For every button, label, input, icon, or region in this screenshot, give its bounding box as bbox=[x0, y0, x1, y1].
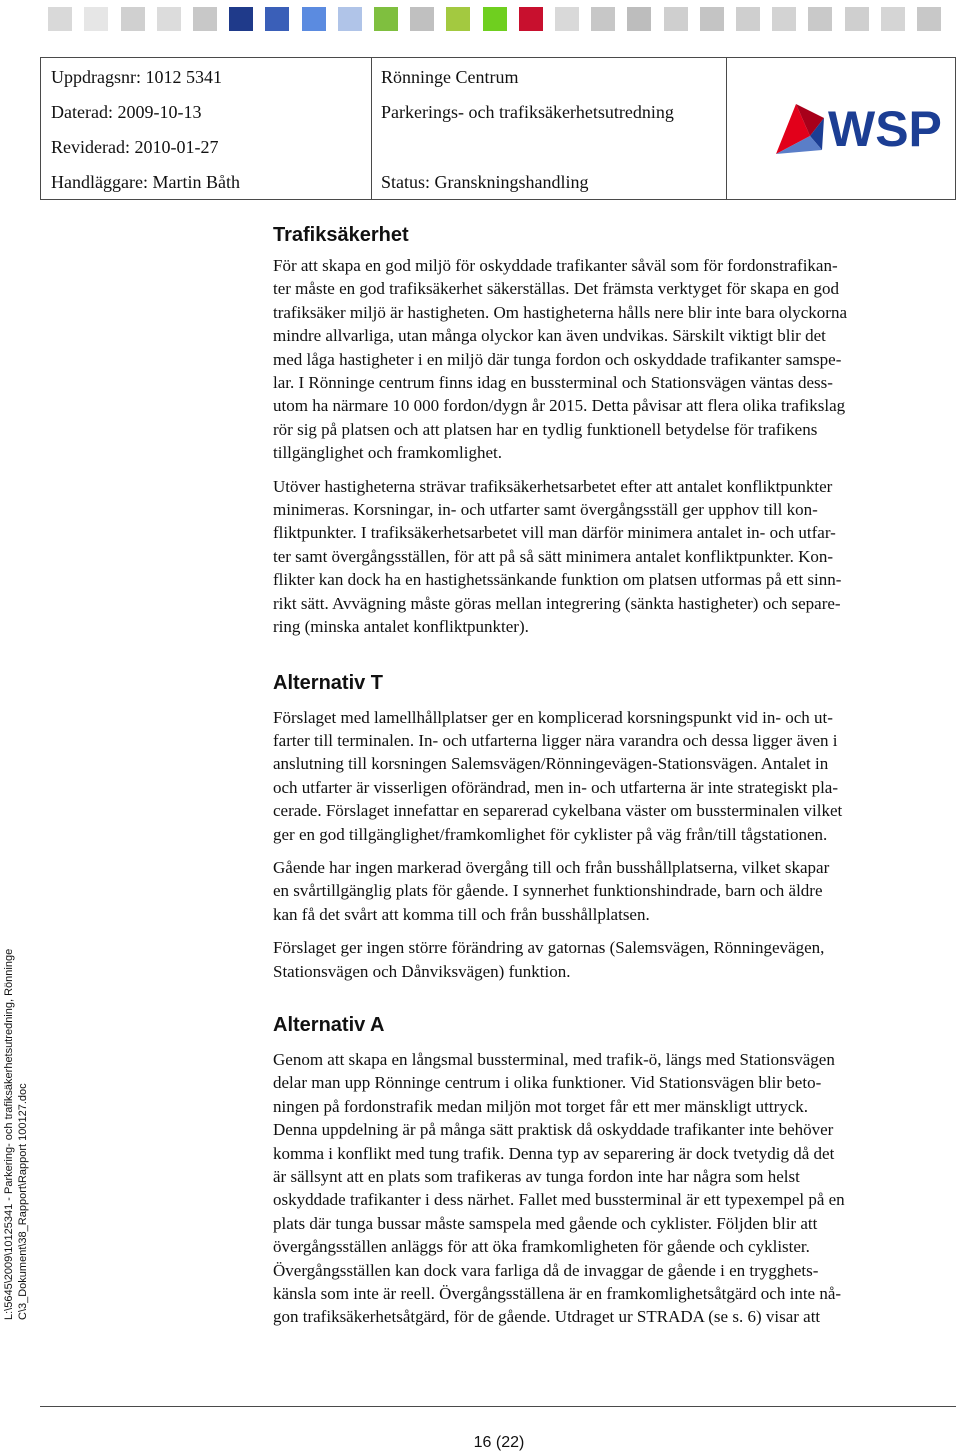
decor-square bbox=[410, 7, 434, 31]
file-path-sidebar bbox=[2, 949, 30, 1320]
section-heading: Alternativ T bbox=[273, 671, 384, 694]
decor-square bbox=[302, 7, 326, 31]
section-alternativ-a bbox=[273, 1012, 951, 1329]
revised-date: Reviderad: 2010-01-27 bbox=[51, 137, 219, 157]
wsp-logo-text: WSP bbox=[828, 101, 942, 157]
decor-square bbox=[700, 7, 724, 31]
handler: Handläggare: Martin Båth bbox=[51, 172, 240, 192]
decor-square bbox=[808, 7, 832, 31]
paragraph: Gående har ingen markerad övergång till och från busshållplatserna, vilket skapar en svårtillgänglig plats för gående. I synnerhet funktionshindrade, barn och äldre kan få det svårt att komma till och från busshållplatsen. bbox=[273, 857, 830, 924]
decor-square bbox=[881, 7, 905, 31]
file-path-line: L:\5645\2009\10125341 - Parkering- och trafiksäkerhetsutredning, Rönninge bbox=[3, 948, 15, 1320]
status: Status: Granskningshandling bbox=[381, 172, 589, 192]
decor-square bbox=[736, 7, 760, 31]
header-title-column bbox=[371, 58, 727, 199]
paragraph: För att skapa en god miljö för oskyddade trafikanter såväl som för fordonstrafikan- ter måste en god trafiksäkerhet säkerställas. Det främsta verktyget för skapa en god trafiksäker miljö är hastigheten. Om hastigheterna hålls nere blir inte bara olyckorna mindre allvarliga, utan många olyckor kan även undvikas. Särskilt viktigt blir det med låga hastigheter i en miljö där tunga fordon och oskyddade trafikanter samspe- lar. I Rönninge centrum finns idag en bussterminal och Stationsvägen väntas dess- utom ha närmare 10 000 fordon/dygn år 2015. Detta påvisar att flera olika trafikslag rör sig på platsen och att platsen har en tydlig funktionell betydelse för trafikens tillgänglighet och framkomlighet. bbox=[273, 256, 848, 463]
footer-divider bbox=[40, 1406, 956, 1407]
assignment-number: Uppdragsnr: 1012 5341 bbox=[51, 67, 222, 87]
paragraph: Utöver hastigheterna strävar trafiksäkerhetsarbetet efter att antalet konfliktpunkter minimeras. Korsningar, in- och utfarter samt övergångsställ ger upphov till kon- fliktpunkter. I trafiksäkerhetsarbetet vill man därför minimera antalet in- och utfar- ter samt övergångsställen, för att på så sätt minimera antalet konfliktpunkter. Kon- flikter kan dock ha en hastighetssänkande funktion om platsen utformas på ett sinn- rikt sätt. Avvägning måste göras mellan integrering (sänkta hastigheter) och separe- ring (minska antalet konfliktpunkter). bbox=[273, 476, 842, 637]
decor-square bbox=[193, 7, 217, 31]
header-logo-column bbox=[726, 58, 955, 199]
project-name: Rönninge Centrum bbox=[381, 67, 519, 87]
decor-square bbox=[483, 7, 507, 31]
decor-square bbox=[121, 7, 145, 31]
decor-square bbox=[664, 7, 688, 31]
decor-square bbox=[627, 7, 651, 31]
decor-square bbox=[265, 7, 289, 31]
decor-square bbox=[555, 7, 579, 31]
decor-square bbox=[12, 7, 36, 31]
file-path-line: C\3_Dokument\38_Rapport\Rapport 100127.doc bbox=[17, 1083, 29, 1320]
date: Daterad: 2009-10-13 bbox=[51, 102, 202, 122]
decor-square bbox=[157, 7, 181, 31]
decor-square bbox=[591, 7, 615, 31]
report-title: Parkerings- och trafiksäkerhetsutredning bbox=[381, 102, 674, 122]
document-header bbox=[40, 57, 956, 200]
decor-square bbox=[519, 7, 543, 31]
paragraph: Förslaget med lamellhållplatser ger en komplicerad korsningspunkt vid in- och ut- farter till terminalen. In- och utfarterna ligger nära varandra och dessa ligger även i anslutning till korsningen Salemsvägen/Rönningevägen-Stationsvägen. Antalet in och utfarter är visserligen oförändrad, men in- och utfarterna är inte strategiskt pla- cerade. Förslaget innefattar en separerad cykelbana väster om bussterminalen vilket ger en god tillgänglighet/framkomlighet för cyklister på väg från/till tågstationen. bbox=[273, 707, 843, 844]
paragraph: Genom att skapa en långsmal bussterminal, med trafik-ö, längs med Stationsvägen delar man upp Rönninge centrum i olika funktioner. Vid Stationsvägen blir beto- ningen på fordonstrafik medan miljön mot torget får ett mer mänskligt uttryck. Denna uppdelning är på många sätt praktisk då oskyddade trafikanter inte behöver komma i konflikt med tung trafik. Denna typ av separering är dock tvetydig då det är sällsynt att en plats som trafikeras av tunga fordon inte har några som helst oskyddade trafikanter i dess närhet. Fallet med bussterminal är ett typexempel på en plats där tunga bussar måste samspela med gående och cyklister. Följden blir att övergångsställen anläggs för att öka framkomligheten för gående och cyklister. Övergångsställen kan dock vara farliga då de invaggar de gående i en trygghets- känsla som inte är reell. Övergångsställena är en framkomlighetsåtgärd och inte nå- gon trafiksäkerhetsåtgärd, för de gående. Utdraget ur STRADA (se s. 6) visar att bbox=[273, 1049, 845, 1327]
decor-square bbox=[84, 7, 108, 31]
section-trafiksakerhet bbox=[273, 222, 951, 639]
top-decor-strip bbox=[0, 0, 960, 38]
section-heading: Trafiksäkerhet bbox=[273, 224, 409, 246]
decor-square bbox=[917, 7, 941, 31]
paragraph: Förslaget ger ingen större förändring av gatornas (Salemsvägen, Rönningevägen, Stationsvägen och Dånviksvägen) funktion. bbox=[273, 938, 825, 981]
header-meta-column bbox=[41, 58, 372, 199]
decor-square bbox=[48, 7, 72, 31]
decor-square bbox=[845, 7, 869, 31]
section-alternativ-t bbox=[273, 670, 951, 983]
decor-square bbox=[229, 7, 253, 31]
decor-square bbox=[338, 7, 362, 31]
wsp-logo bbox=[776, 96, 958, 162]
decor-square bbox=[772, 7, 796, 31]
section-heading: Alternativ A bbox=[273, 1013, 385, 1036]
main-content bbox=[273, 222, 951, 1329]
page-number: 16 (22) bbox=[473, 1434, 525, 1451]
decor-square bbox=[374, 7, 398, 31]
decor-square bbox=[446, 7, 470, 31]
